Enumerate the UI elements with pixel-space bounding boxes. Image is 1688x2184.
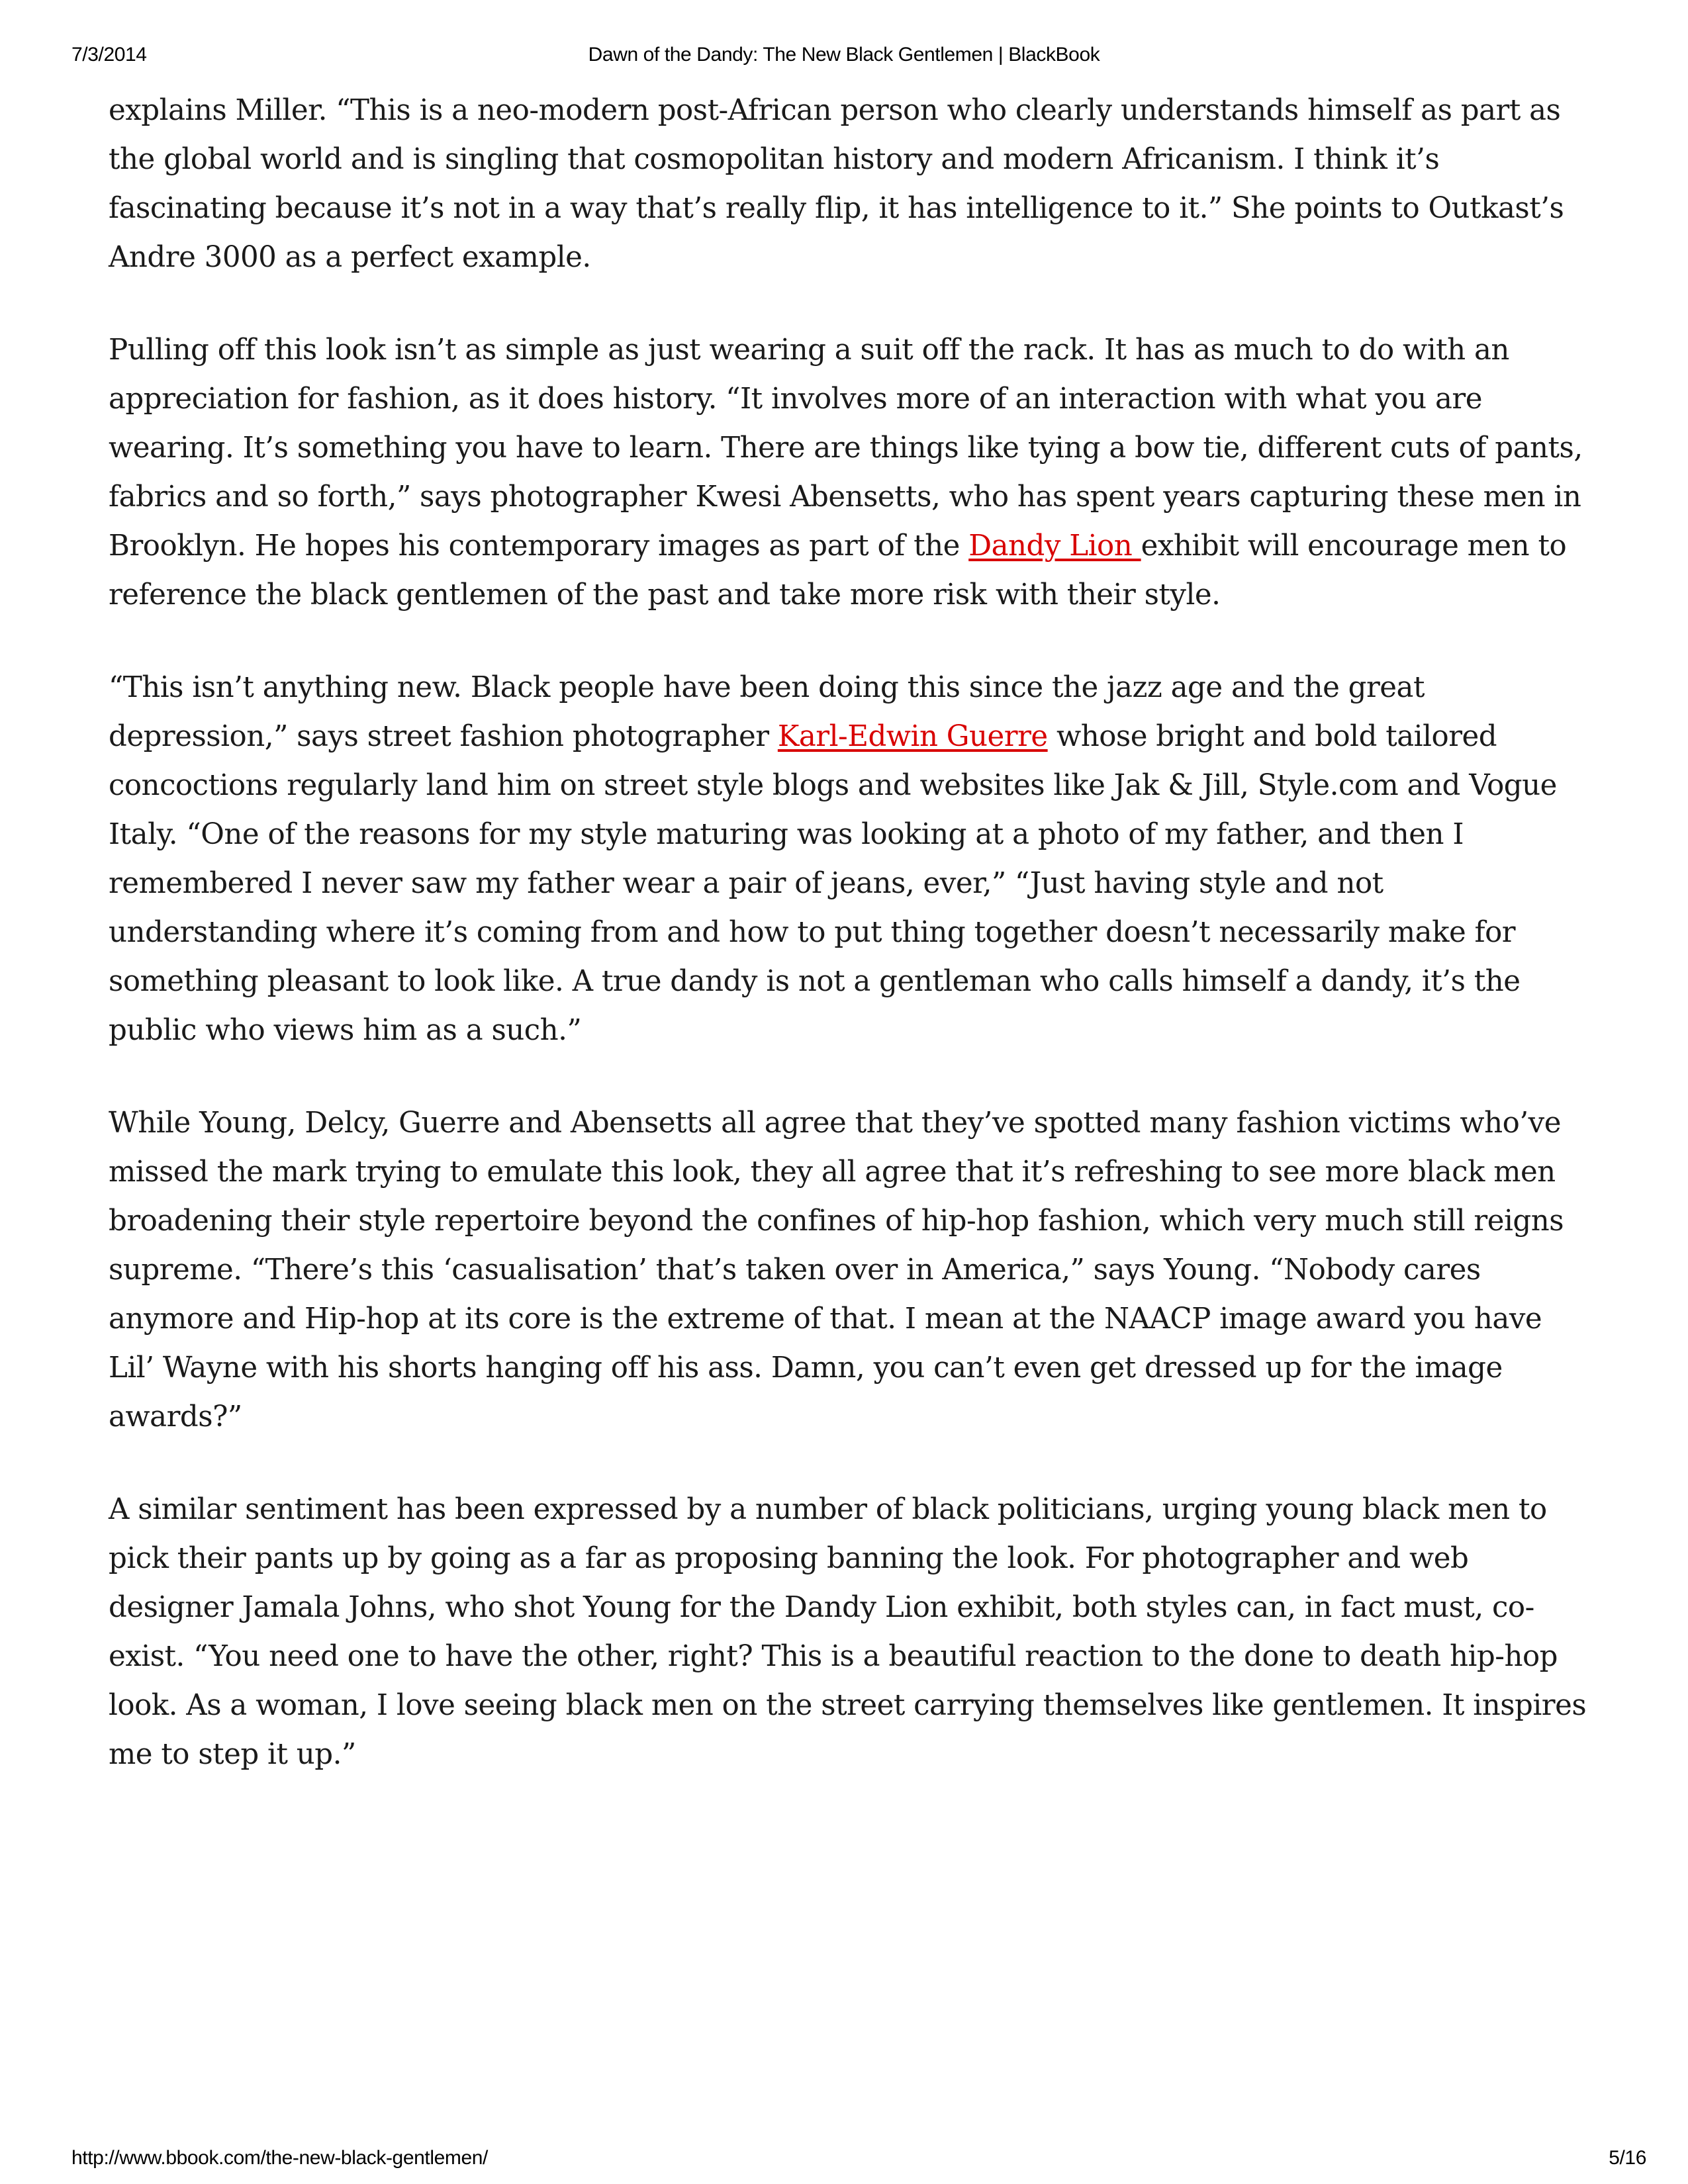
- text-line: the global world and is singling that cosmopolitan history and modern Africanism. I think it’s: [109, 143, 1440, 176]
- paragraph-3: [109, 663, 1591, 1055]
- text-line: broadening their style repertoire beyond the confines of hip-hop fashion, which very much still reigns: [109, 1205, 1564, 1238]
- text-fragment: exhibit will encourage men to: [1141, 529, 1567, 563]
- text-line: wearing. It’s something you have to learn. There are things like tying a bow tie, different cuts of pants,: [109, 432, 1583, 465]
- paragraph-4: [109, 1099, 1591, 1441]
- text-line: While Young, Delcy, Guerre and Abensetts all agree that they’ve spotted many fashion victims who’ve: [109, 1107, 1561, 1140]
- text-line: look. As a woman, I love seeing black men on the street carrying themselves like gentlemen. It inspires: [109, 1689, 1587, 1722]
- text-line: concoctions regularly land him on street style blogs and websites like Jak & Jill, Style.com and Vogue: [109, 769, 1557, 802]
- text-line: Andre 3000 as a perfect example.: [109, 241, 591, 274]
- print-date: 7/3/2014: [71, 44, 147, 66]
- text-line: exist. “You need one to have the other, right? This is a beautiful reaction to the done to death hip-hop: [109, 1640, 1558, 1673]
- text-line: something pleasant to look like. A true dandy is not a gentleman who calls himself a dandy, it’s the: [109, 965, 1521, 998]
- text-line: pick their pants up by going as a far as proposing banning the look. For photographer and web: [109, 1542, 1469, 1575]
- paragraph-2: [109, 326, 1591, 619]
- text-line: anymore and Hip-hop at its core is the extreme of that. I mean at the NAACP image award you have: [109, 1302, 1542, 1336]
- text-line: Pulling off this look isn’t as simple as just wearing a suit off the rack. It has as much to do with an: [109, 334, 1509, 367]
- text-line: “This isn’t anything new. Black people have been doing this since the jazz age and the great: [109, 671, 1425, 704]
- text-line: awards?”: [109, 1400, 242, 1433]
- text-line: me to step it up.”: [109, 1738, 356, 1771]
- text-line: reference the black gentlemen of the past and take more risk with their style.: [109, 578, 1221, 612]
- page-number: 5/16: [1609, 2147, 1646, 2169]
- text-line: remembered I never saw my father wear a pair of jeans, ever,” “Just having style and not: [109, 867, 1383, 900]
- page-url: http://www.bbook.com/the-new-black-gentlemen/: [71, 2147, 488, 2169]
- text-line: designer Jamala Johns, who shot Young for the Dandy Lion exhibit, both styles can, in fact must, co-: [109, 1591, 1534, 1624]
- text-line: [109, 522, 1591, 570]
- paragraph-1: [109, 86, 1591, 282]
- karl-edwin-guerre-link[interactable]: Karl-Edwin Guerre: [777, 720, 1048, 753]
- text-line: missed the mark trying to emulate this look, they all agree that it’s refreshing to see more black men: [109, 1156, 1556, 1189]
- text-line: Lil’ Wayne with his shorts hanging off his ass. Damn, you can’t even get dressed up for the image: [109, 1351, 1503, 1385]
- dandy-lion-link[interactable]: Dandy Lion: [968, 529, 1141, 563]
- text-line: fabrics and so forth,” says photographer Kwesi Abensetts, who has spent years capturing these men in: [109, 480, 1581, 514]
- text-line: A similar sentiment has been expressed by a number of black politicians, urging young black men to: [109, 1493, 1547, 1526]
- text-line: supreme. “There’s this ‘casualisation’ that’s taken over in America,” says Young. “Nobody cares: [109, 1253, 1481, 1287]
- article-body: [109, 86, 1591, 1823]
- text-fragment: Brooklyn. He hopes his contemporary images as part of the: [109, 529, 969, 563]
- text-line: appreciation for fashion, as it does history. “It involves more of an interaction with what you are: [109, 383, 1482, 416]
- text-fragment: whose bright and bold tailored: [1047, 720, 1497, 753]
- text-line: understanding where it’s coming from and how to put thing together doesn’t necessarily make for: [109, 916, 1516, 949]
- text-line: explains Miller. “This is a neo-modern post-African person who clearly understands himself as part as: [109, 94, 1561, 127]
- text-line: public who views him as a such.”: [109, 1014, 582, 1047]
- text-line: fascinating because it’s not in a way that’s really flip, it has intelligence to it.” She points to Outkast’s: [109, 192, 1564, 225]
- text-line: [109, 712, 1591, 761]
- text-fragment: depression,” says street fashion photographer: [109, 720, 778, 753]
- page-title: Dawn of the Dandy: The New Black Gentlemen | BlackBook: [588, 44, 1100, 66]
- paragraph-5: [109, 1485, 1591, 1779]
- text-line: Italy. “One of the reasons for my style maturing was looking at a photo of my father, and then I: [109, 818, 1464, 851]
